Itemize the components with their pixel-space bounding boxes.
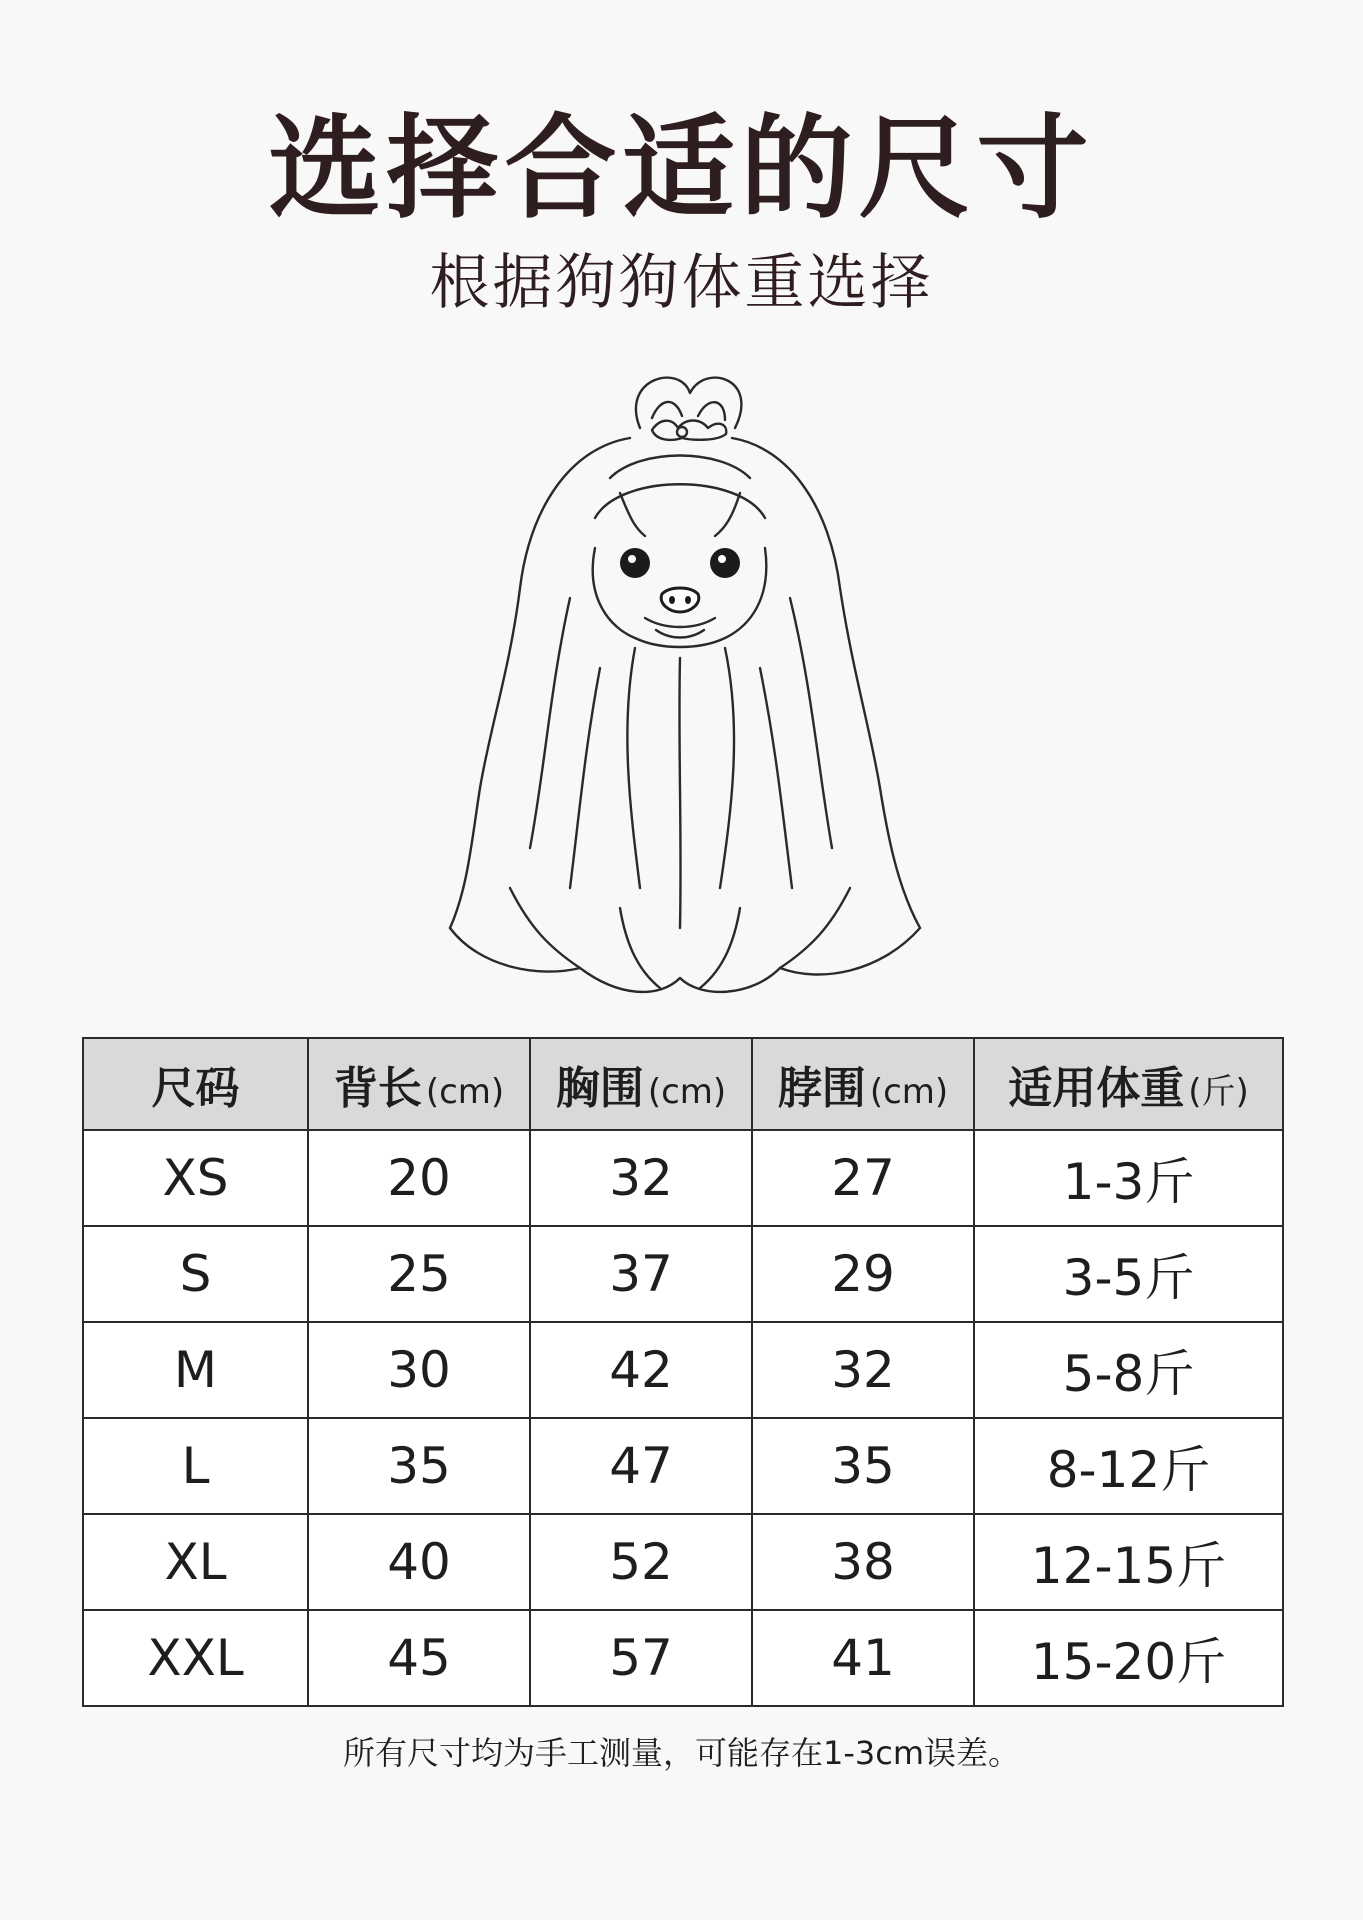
column-header-unit: (斤) (1188, 1072, 1249, 1112)
column-header-label: 脖围 (777, 1063, 866, 1114)
measurement-note: 所有尺寸均为手工测量，可能存在1-3cm误差。 (342, 1734, 1021, 1772)
table-header-row (83, 1038, 1283, 1130)
column-header-label: 尺码 (151, 1063, 240, 1114)
table-row (83, 1610, 1283, 1706)
chest-cell: 57 (530, 1610, 752, 1706)
back-length-cell: 35 (308, 1418, 530, 1514)
dog-illustration (420, 368, 940, 1008)
chest-cell: 37 (530, 1226, 752, 1322)
column-header-back-length (308, 1038, 530, 1130)
table-row (83, 1226, 1283, 1322)
neck-cell: 35 (752, 1418, 974, 1514)
size-cell: XL (83, 1514, 308, 1610)
table-row (83, 1322, 1283, 1418)
column-header-label: 适用体重 (1008, 1063, 1185, 1114)
column-header-unit: (cm) (869, 1072, 949, 1112)
column-header-weight (974, 1038, 1283, 1130)
size-cell: XS (83, 1130, 308, 1226)
weight-cell: 15-20斤 (974, 1610, 1283, 1706)
size-cell: M (83, 1322, 308, 1418)
chest-cell: 47 (530, 1418, 752, 1514)
size-cell: L (83, 1418, 308, 1514)
page-title: 选择合适的尺寸 (268, 104, 1095, 234)
page-subtitle: 根据狗狗体重选择 (429, 248, 934, 318)
column-header-chest (530, 1038, 752, 1130)
table-row (83, 1130, 1283, 1226)
back-length-cell: 25 (308, 1226, 530, 1322)
neck-cell: 29 (752, 1226, 974, 1322)
chest-cell: 42 (530, 1322, 752, 1418)
neck-cell: 32 (752, 1322, 974, 1418)
column-header-unit: (cm) (425, 1072, 505, 1112)
weight-cell: 1-3斤 (974, 1130, 1283, 1226)
table-row (83, 1418, 1283, 1514)
weight-cell: 8-12斤 (974, 1418, 1283, 1514)
chest-cell: 32 (530, 1130, 752, 1226)
size-cell: XXL (83, 1610, 308, 1706)
size-cell: S (83, 1226, 308, 1322)
weight-cell: 5-8斤 (974, 1322, 1283, 1418)
chest-cell: 52 (530, 1514, 752, 1610)
back-length-cell: 30 (308, 1322, 530, 1418)
size-chart-table (82, 1037, 1284, 1707)
column-header-size (83, 1038, 308, 1130)
back-length-cell: 40 (308, 1514, 530, 1610)
weight-cell: 12-15斤 (974, 1514, 1283, 1610)
table-row (83, 1514, 1283, 1610)
column-header-label: 背长 (333, 1063, 422, 1114)
column-header-unit: (cm) (647, 1072, 727, 1112)
back-length-cell: 20 (308, 1130, 530, 1226)
column-header-neck (752, 1038, 974, 1130)
neck-cell: 38 (752, 1514, 974, 1610)
weight-cell: 3-5斤 (974, 1226, 1283, 1322)
neck-cell: 41 (752, 1610, 974, 1706)
column-header-label: 胸围 (555, 1063, 644, 1114)
back-length-cell: 45 (308, 1610, 530, 1706)
neck-cell: 27 (752, 1130, 974, 1226)
